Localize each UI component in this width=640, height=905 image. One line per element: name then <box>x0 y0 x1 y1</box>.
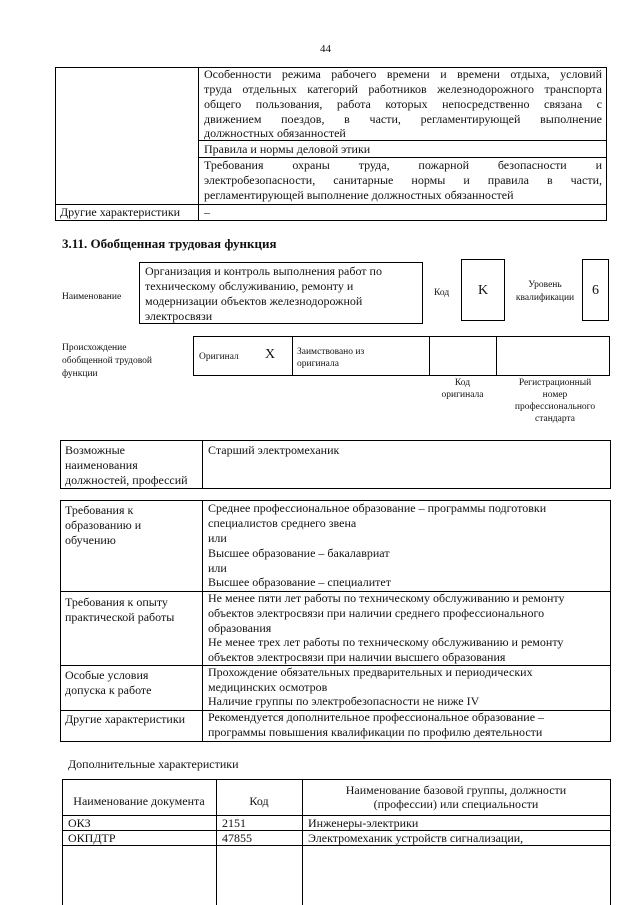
table-cell: 2151 <box>222 816 246 830</box>
req-value: медицинских осмотров <box>208 680 328 694</box>
positions-label: наименования <box>65 458 138 472</box>
req-label: Требования к опыту <box>65 595 168 609</box>
other-characteristics-label: Другие характеристики <box>60 205 181 219</box>
origin-label: обобщенной трудовой <box>62 356 152 366</box>
code-original-caption: оригинала <box>441 390 484 400</box>
level-label: Уровень <box>528 280 562 290</box>
req-value: или <box>208 561 227 575</box>
code-value: K <box>477 283 489 298</box>
borrowed-label: Заимствовано из <box>297 347 365 357</box>
req-label: допуска к работе <box>65 683 152 697</box>
req-value: Прохождение обязательных предварительных и периодических <box>208 665 533 679</box>
positions-value: Старший электромеханик <box>208 443 340 457</box>
req-value: или <box>208 531 227 545</box>
name-label: Наименование <box>62 292 122 302</box>
req-label: Особые условия <box>65 668 149 682</box>
reg-number-caption: профессионального <box>514 402 596 412</box>
req-label: обучению <box>65 533 116 547</box>
positions-label: должностей, профессий <box>65 473 188 487</box>
req-value: объектов электросвязи при наличии высшего образования <box>208 650 506 664</box>
req-value: Высшее образование – бакалавриат <box>208 546 390 560</box>
reg-number-caption: стандарта <box>535 414 575 424</box>
original-label: Оригинал <box>199 352 239 362</box>
req-value: Среднее профессиональное образование – программы подготовки <box>208 501 547 515</box>
name-line: электросвязи <box>145 309 213 323</box>
top-row-line: Правила и нормы деловой этики <box>204 142 371 156</box>
req-value: образования <box>208 621 272 635</box>
additional-title: Дополнительные характеристики <box>68 757 239 771</box>
level-value: 6 <box>592 283 599 298</box>
name-line: Организация и контроль выполнения работ по <box>145 264 382 278</box>
table-cell: 47855 <box>222 831 252 845</box>
top-row-line: движением поездов, в части, регламентирующей выполнение <box>204 112 602 126</box>
origin-label: Происхождение <box>62 343 127 353</box>
top-row-line: регламентирующей выполнение должностных обязанностей <box>204 188 514 202</box>
header-group: Наименование базовой группы, должности <box>345 783 567 797</box>
header-document: Наименование документа <box>73 794 205 808</box>
table-cell: Инженеры-электрики <box>308 816 419 830</box>
page-number: 44 <box>320 43 331 55</box>
req-value: Не менее пяти лет работы по техническому обслуживанию и ремонту <box>208 591 565 605</box>
req-label: Требования к <box>65 503 134 517</box>
req-value: программы повышения квалификации по профилю деятельности <box>208 725 543 739</box>
borrowed-label: оригинала <box>297 359 339 369</box>
origin-label: функции <box>62 369 98 379</box>
top-row-line: общего пользования, работа которых непосредственно связана с <box>204 97 602 111</box>
req-value: Наличие группы по электробезопасности не ниже IV <box>208 694 480 708</box>
header-group: (профессии) или специальности <box>373 797 539 811</box>
req-label: практической работы <box>65 610 175 624</box>
table-cell: ОКЗ <box>68 816 91 830</box>
origin-table <box>193 336 610 376</box>
reg-number-caption: номер <box>542 390 568 400</box>
top-row-line: Особенности режима рабочего времени и времени отдыха, условий <box>204 67 602 81</box>
req-value: специалистов среднего звена <box>208 516 357 530</box>
req-value: Не менее трех лет работы по техническому обслуживанию и ремонту <box>208 635 564 649</box>
req-label: Другие характеристики <box>65 712 186 726</box>
reg-number-caption: Регистрационный <box>518 378 592 388</box>
positions-label: Возможные <box>65 443 125 457</box>
other-characteristics-value: – <box>204 205 210 219</box>
code-original-caption: Код <box>454 378 471 388</box>
name-line: техническому обслуживанию, ремонту и <box>145 279 354 293</box>
top-row-line: Требования охраны труда, пожарной безопасности и <box>204 158 602 172</box>
header-code: Код <box>249 794 269 808</box>
top-row-line: должностных обязанностей <box>204 126 346 140</box>
req-value: Рекомендуется дополнительное профессиональное образование – <box>208 710 545 724</box>
section-title: 3.11. Обобщенная трудовая функция <box>62 236 277 251</box>
code-label: Код <box>434 288 450 298</box>
table-cell: Электромеханик устройств сигнализации, <box>308 831 524 845</box>
name-line: модернизации объектов железнодорожной <box>145 294 363 308</box>
table-cell: ОКПДТР <box>68 831 116 845</box>
req-value: Высшее образование – специалитет <box>208 575 391 589</box>
top-row-line: электробезопасности, санитарные нормы и правила в части, <box>204 173 602 187</box>
req-label: образованию и <box>65 518 142 532</box>
original-mark: X <box>265 347 276 362</box>
req-value: объектов электросвязи при наличии среднего профессионального <box>208 606 545 620</box>
top-row-line: труда отдельных категорий работников железнодорожного транспорта <box>204 82 602 96</box>
level-label: квалификации <box>515 293 575 303</box>
